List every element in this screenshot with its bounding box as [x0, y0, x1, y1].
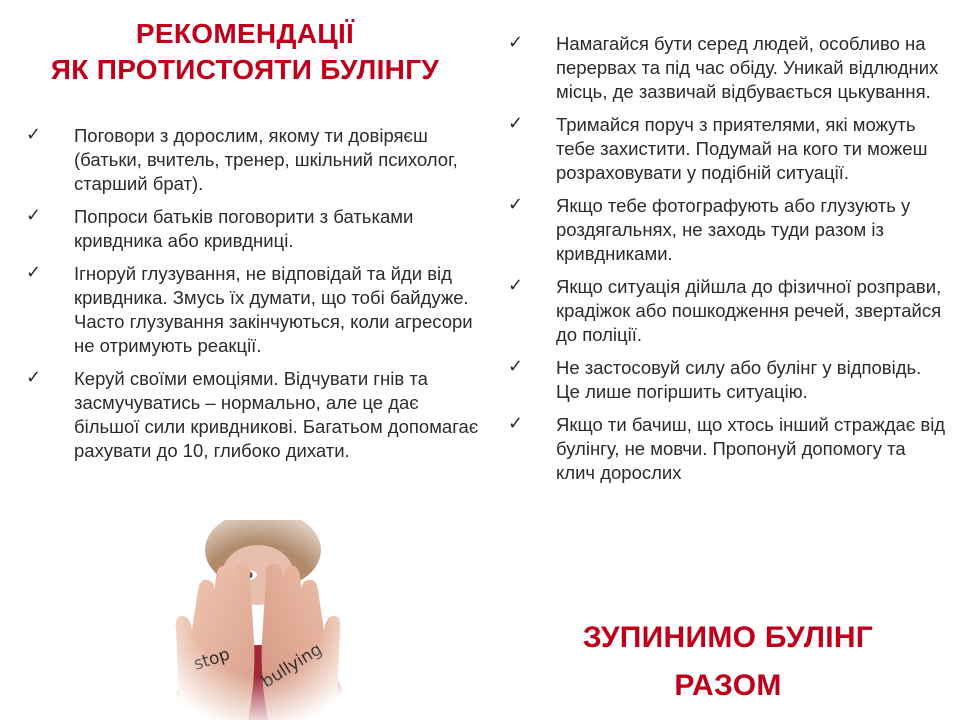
footer-line-1: ЗУПИНИМО БУЛІНГ: [582, 621, 874, 654]
list-item-text: Якщо ти бачиш, що хтось інший страждає від булінгу, не мовчи. Пропонуй допомогу та клич дорослих: [556, 414, 946, 483]
page-title: [0, 16, 490, 88]
list-item-text: Ігноруй глузування, не відповідай та йди від кривдника. Змусь їх думати, що тобі байдуже. Часто глузування закінчуються, коли агресори не отримують реакції.: [74, 263, 473, 356]
checkmark-icon: ✓: [508, 413, 524, 434]
list-item-text: Якщо ситуація дійшла до фізичної розправи, крадіжок або пошкодження речей, звертайся до поліції.: [556, 276, 942, 345]
list-item-text: Тримайся поруч з приятелями, які можуть тебе захистити. Подумай на кого ти можеш розраховувати у подібній ситуації.: [556, 114, 928, 183]
footer-slogan: [508, 614, 948, 710]
checkmark-icon: ✓: [508, 32, 524, 53]
list-item: [26, 205, 486, 253]
checkmark-icon: ✓: [26, 367, 42, 388]
list-item-text: Керуй своїми емоціями. Відчувати гнів та засмучуватись – нормально, але це дає більшої сили кривдникові. Багатьом допомагає рахувати до 10, глибоко дихати.: [74, 368, 479, 461]
list-item: [508, 356, 948, 404]
checkmark-icon: ✓: [508, 275, 524, 296]
list-item-text: Намагайся бути серед людей, особливо на перервах та під час обіду. Уникай відлюдних місць, де зазвичай відбувається цькування.: [556, 33, 939, 102]
checkmark-icon: ✓: [508, 194, 524, 215]
list-item-text: Поговори з дорослим, якому ти довіряєш (батьки, вчитель, тренер, шкільний психолог, старший брат).: [74, 125, 458, 194]
list-item: [508, 113, 948, 185]
list-item: [508, 194, 948, 266]
list-item-text: Якщо тебе фотографують або глузують у роздягальнях, не заходь туди разом із кривдниками.: [556, 195, 911, 264]
right-recommendations-list: [508, 32, 948, 494]
checkmark-icon: ✓: [508, 356, 524, 377]
list-item: [26, 262, 486, 358]
list-item: [26, 124, 486, 196]
stop-bullying-photo: [158, 520, 358, 720]
checkmark-icon: ✓: [26, 124, 42, 145]
footer-line-2: РАЗОМ: [674, 669, 782, 702]
list-item: [508, 275, 948, 347]
checkmark-icon: ✓: [508, 113, 524, 134]
title-line-2: ЯК ПРОТИСТОЯТИ БУЛІНГУ: [50, 54, 440, 85]
checkmark-icon: ✓: [26, 262, 42, 283]
list-item-text: Попроси батьків поговорити з батьками кривдника або кривдниці.: [74, 206, 414, 251]
title-line-1: РЕКОМЕНДАЦІЇ: [135, 18, 355, 49]
left-recommendations-list: [26, 124, 486, 472]
list-item: [508, 413, 948, 485]
list-item-text: Не застосовуй силу або булінг у відповідь. Це лише погіршить ситуацію.: [556, 357, 922, 402]
list-item: [508, 32, 948, 104]
checkmark-icon: ✓: [26, 205, 42, 226]
list-item: [26, 367, 486, 463]
